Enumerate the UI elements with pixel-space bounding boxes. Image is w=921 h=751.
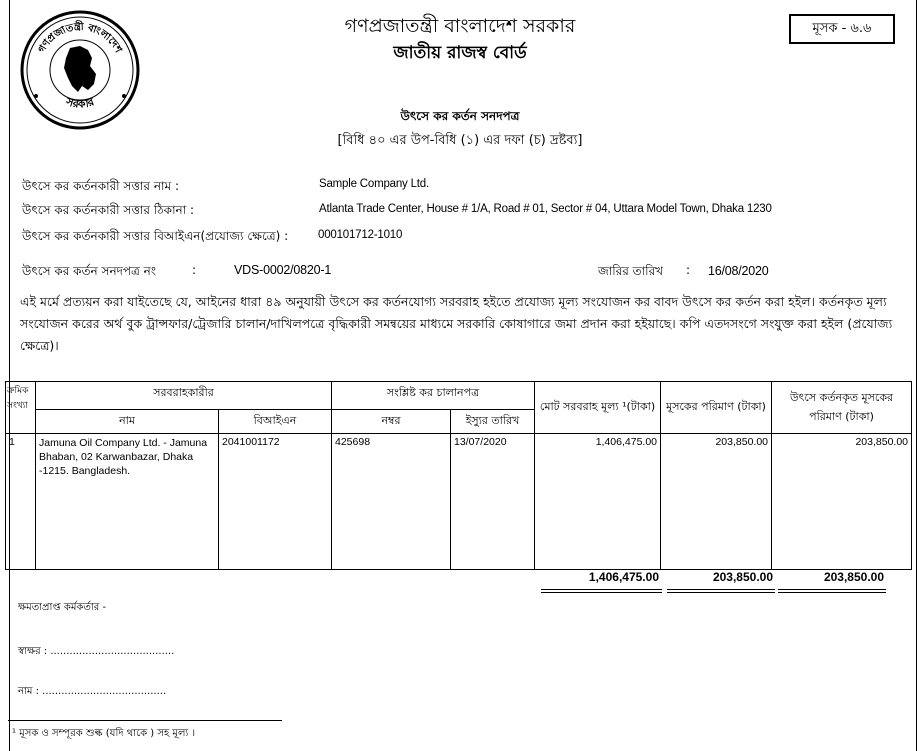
government-title: গণপ্রজাতন্ত্রী বাংলাদেশ সরকার	[344, 15, 576, 37]
row-vat-amount: 203,850.00	[661, 434, 772, 570]
rule-reference: [বিধি ৪০ এর উপ-বিধি (১) এর দফা (চ) দ্রষ্টব্য]	[337, 133, 583, 148]
government-seal-logo	[18, 8, 142, 132]
header-supplier-bin: বিআইএন	[219, 410, 332, 434]
total-value-sum: 1,406,475.00	[588, 570, 659, 584]
deductor-name-value: Sample Company Ltd.	[319, 178, 429, 190]
header-vat-amount: মূসকের পরিমাণ (টাকা)	[661, 382, 772, 434]
header-challan-no: নম্বর	[332, 410, 451, 434]
header-total-value: মোট সরবরাহ মূল্য ¹(টাকা)	[535, 382, 661, 434]
vat-amount-double-underline	[667, 589, 775, 593]
certification-paragraph: এই মর্মে প্রত্যয়ন করা যাইতেছে যে, আইনের ধারা ৪৯ অনুযায়ী উৎসে কর কর্তনযোগ্য সরবরাহ হইতে প্রযোজ্য মূল্য সংযোজন কর বাবদ উৎসে কর কর্তন করা হইল। কর্তনকৃত মূল্য সংযোজন করের অর্থ বুক ট্রান্সফার/ট্রেজারি চালান/দাখিলপত্রে বৃদ্ধিকারী সমন্বয়ের মাধ্যমে সরকারি কোষাগারে জমা প্রদান করা হইয়াছে। কপি এতদসংগে সংযুক্ত করা হইল (প্রযোজ্য ক্ষেত্রে)।	[20, 294, 893, 353]
row-supplier-name: Jamuna Oil Company Ltd. - Jamuna Bhaban, 02 Karwanbazar, Dhaka -1215. Bangladesh.	[36, 434, 219, 570]
row-supplier-bin: 2041001172	[219, 434, 332, 570]
header-serial: ক্রমিক সংখ্যা	[6, 382, 36, 434]
row-serial: 1	[6, 434, 36, 570]
footnote: ¹ মূসক ও সম্পূরক শুল্ক (যদি থাকে ) সহ মূল্য ।	[12, 728, 196, 739]
deductor-bin-value: 000101712-1010	[318, 229, 403, 241]
seal-text-top: গণপ্রজাতন্ত্রী বাংলাদেশ	[36, 21, 124, 55]
header-challan-date: ইস্যুর তারিখ	[451, 410, 535, 434]
header-supplier-name: নাম	[36, 410, 219, 434]
issue-date-value: 16/08/2020	[708, 264, 769, 278]
certificate-title: উৎসে কর কর্তন সনদপত্র	[400, 109, 520, 123]
signature-line: স্বাক্ষর : .......................................	[18, 646, 175, 657]
vds-amount-sum: 203,850.00	[823, 570, 884, 584]
form-number-badge: মূসক - ৬.৬	[789, 14, 895, 44]
left-border-line	[9, 0, 10, 751]
row-vds-amount: 203,850.00	[772, 434, 912, 570]
header-challan: সংশ্লিষ্ট কর চালানপত্র	[332, 382, 535, 410]
issue-date-label: জারির তারিখ	[598, 264, 664, 278]
authorized-officer-label: ক্ষমতাপ্রাপ্ত কর্মকর্তার -	[18, 602, 107, 613]
deduction-table	[5, 381, 912, 570]
footnote-rule	[8, 720, 282, 721]
header-supplier: সরবরাহকারীর	[36, 382, 332, 410]
vat-amount-sum: 203,850.00	[712, 570, 773, 584]
svg-text:সরকার	[63, 95, 96, 111]
table-row	[6, 434, 912, 570]
row-total-value: 1,406,475.00	[535, 434, 661, 570]
certificate-number-value: VDS-0002/0820-1	[234, 263, 332, 277]
deductor-address-value: Atlanta Trade Center, House # 1/A, Road # 01, Sector # 04, Uttara Model Town, Dhaka 1230	[319, 203, 772, 215]
deductor-name-label: উৎসে কর কর্তনকারী সত্তার নাম :	[22, 179, 179, 193]
row-issue-date: 13/07/2020	[451, 434, 535, 570]
issue-date-colon: :	[686, 263, 691, 277]
header-vds-amount: উৎসে কর্তনকৃত মূসকের পরিমাণ (টাকা)	[772, 382, 912, 434]
right-border-line	[916, 0, 917, 751]
board-title: জাতীয় রাজস্ব বোর্ড	[393, 43, 527, 63]
total-value-double-underline	[541, 589, 662, 593]
certificate-number-label: উৎসে কর কর্তন সনদপত্র নং	[22, 264, 157, 278]
deductor-bin-label: উৎসে কর কর্তনকারী সত্তার বিআইএন(প্রযোজ্য ক্ষেত্রে) :	[22, 229, 289, 243]
vds-amount-double-underline	[778, 589, 886, 593]
bangladesh-map-icon	[64, 46, 96, 92]
row-challan-no: 425698	[332, 434, 451, 570]
officer-name-line: নাম : .......................................	[18, 686, 167, 697]
deductor-address-label: উৎসে কর কর্তনকারী সত্তার ঠিকানা :	[22, 203, 195, 217]
seal-text-bottom: সরকার	[64, 95, 96, 111]
certificate-number-colon: :	[192, 263, 197, 277]
